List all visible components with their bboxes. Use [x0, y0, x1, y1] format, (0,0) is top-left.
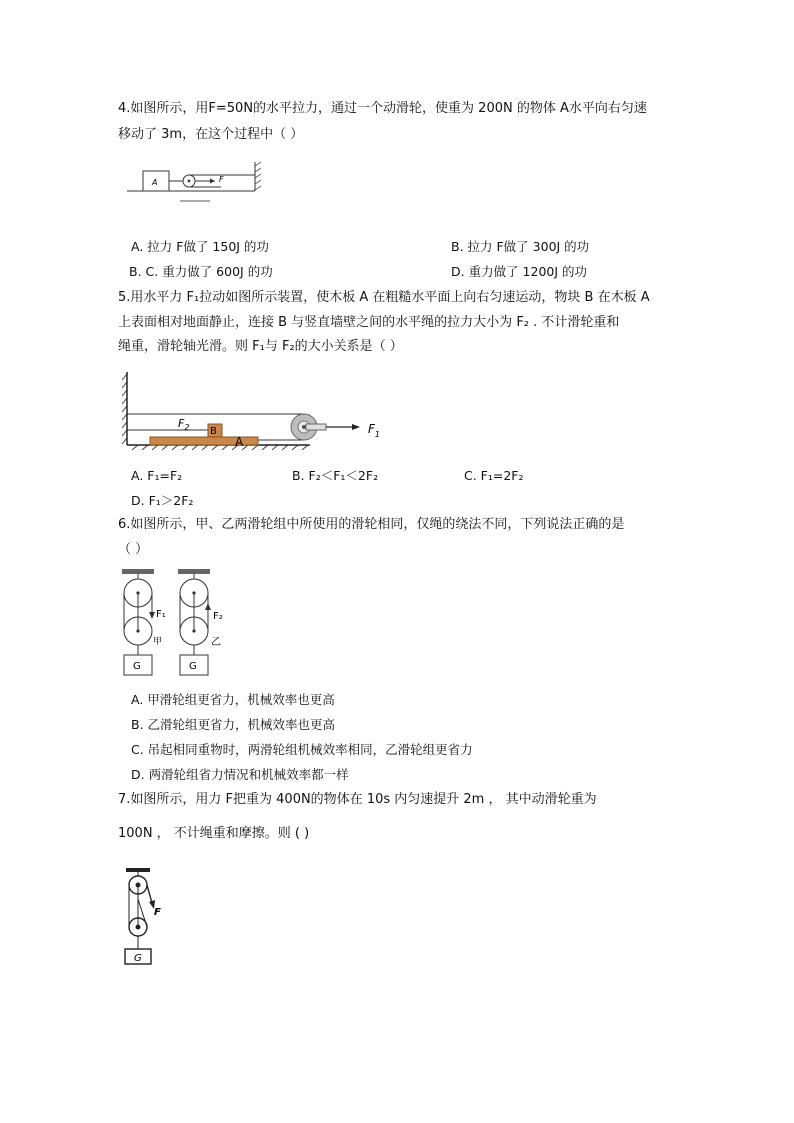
weight-g-yi-label: G	[189, 661, 197, 672]
q5-option-b[interactable]: B. F₂＜F₁＜2F₂	[292, 468, 379, 483]
q6-text-line1: 6.如图所示，甲、乙两滑轮组中所使用的滑轮相同，仅绳的绕法不同，下列说法正确的是	[118, 517, 625, 532]
board-a-label: A	[235, 435, 244, 449]
q6-option-d[interactable]: D. 两滑轮组省力情况和机械效率都一样	[131, 767, 349, 782]
force-f2-label: $F_2$	[178, 417, 190, 432]
q5-option-a[interactable]: A. F₁=F₂	[131, 468, 183, 483]
yi-label: 乙	[211, 637, 221, 648]
q7-force-f-label: F	[154, 907, 161, 918]
q6-option-b[interactable]: B. 乙滑轮组更省力，机械效率也更高	[131, 717, 336, 732]
q4-option-d[interactable]: D. 重力做了 1200J 的功	[451, 264, 588, 279]
jia-label: 甲	[153, 637, 163, 647]
q4-figure	[125, 160, 270, 208]
q6-figure	[118, 567, 248, 682]
q4-option-c[interactable]: B. C. 重力做了 600J 的功	[129, 264, 273, 279]
q4-option-b[interactable]: B. 拉力 F做了 300J 的功	[451, 239, 590, 254]
q5-option-c[interactable]: C. F₁=2F₂	[464, 468, 524, 483]
q4-text-line2: 移动了 3m，在这个过程中（ ）	[118, 127, 304, 142]
force-f-label: F	[219, 175, 224, 184]
block-b-label: B	[210, 426, 217, 437]
q5-figure	[120, 370, 390, 450]
q7-text-line1: 7.如图所示，用力 F把重为 400N的物体在 10s 内匀速提升 2m ， 其中动滑轮重为	[118, 792, 597, 807]
q6-option-c[interactable]: C. 吊起相同重物时，两滑轮组机械效率相同，乙滑轮组更省力	[131, 742, 473, 757]
q5-text-line3: 绳重，滑轮轴光滑。则 F₁与 F₂的大小关系是（ ）	[118, 339, 403, 354]
q5-text-line2: 上表面相对地面静止，连接 B 与竖直墙壁之间的水平绳的拉力大小为 F₂ . 不计滑轮重和	[118, 315, 620, 330]
q4-option-a[interactable]: A. 拉力 F做了 150J 的功	[131, 239, 269, 254]
block-a-label: A	[152, 178, 158, 187]
weight-g-jia-label: G	[133, 661, 141, 672]
q7-figure	[118, 867, 168, 967]
q5-option-d[interactable]: D. F₁＞2F₂	[131, 493, 194, 508]
q6-text-line2: （ ）	[118, 542, 149, 557]
q5-text-line1: 5.用水平力 F₁拉动如图所示装置，使木板 A 在粗糙水平面上向右匀速运动，物块 B 在木板 A	[118, 290, 650, 305]
q6-option-a[interactable]: A. 甲滑轮组更省力，机械效率也更高	[131, 692, 335, 707]
yi-f2-label: F₂	[213, 611, 223, 622]
q7-text-line2: 100N ， 不计绳重和摩擦。则 ( )	[118, 826, 310, 841]
force-f1-label: $F_1$	[368, 422, 380, 439]
q4-text-line1: 4.如图所示，用F=50N的水平拉力，通过一个动滑轮，使重为 200N 的物体 A水平向右匀速	[118, 101, 647, 116]
jia-f1-label: F₁	[156, 609, 166, 620]
weight-g-label: G	[134, 953, 142, 964]
